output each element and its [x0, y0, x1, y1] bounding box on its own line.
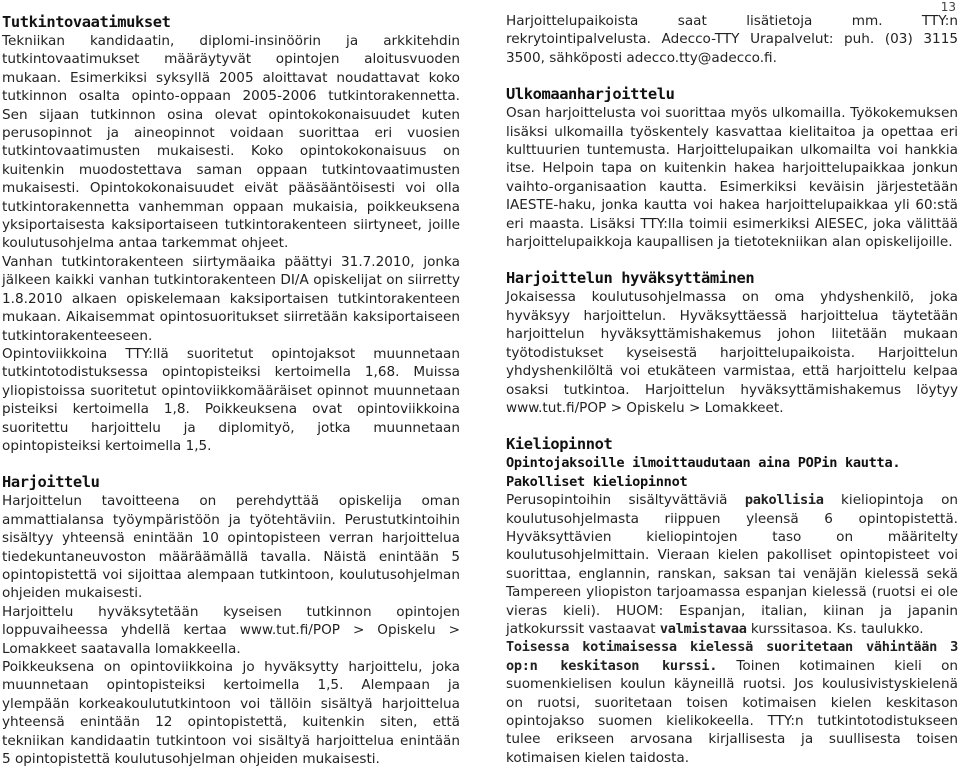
paragraph [506, 491, 958, 638]
heading-kieliopinnot: Kieliopinnot [506, 435, 613, 454]
text-run: Toinen kotimainen kieli on suomenkielisen koulun käyneillä ruotsi. Jos koulusivistyskielenä on ruotsi, suoritetaan toisen kotimaisen kielen keskitason opintojakso suomen kielikokeella. TTY:n tutkintotodistukseen tulee erikseen arvosana kirjallisesta ja suullisesta toisen kotimaisen kielen taidosta. [506, 657, 958, 766]
heading-ulkomaanharjoittelu: Ulkomaanharjoittelu [506, 85, 675, 104]
left-column [2, 12, 460, 768]
text-run: Perusopintoihin sisältyvättäviä [506, 492, 745, 509]
emphasis-valmistavaa: valmistavaa [659, 620, 747, 637]
heading-harjoittelun-hyvaksyttaminen: Harjoittelun hyväksyttäminen [506, 269, 755, 288]
paragraph: Poikkeuksena on opintoviikkoina jo hyväksytty harjoittelu, joka muunnetaan opintopisteiksi kertoimella 1,5. Alempaan ja ylempään korkeakoulututkintoon voi tällöin sisältyä harjoittelua yhteensä enintään 12 opintopistettä, kuitenkin siten, että tekniikan kandidaatin tutkintoon voi sisältyä harjoittelua enintään 5 opintopistettä koulutusohjelman ohjeiden mukaisesti. [2, 659, 460, 768]
paragraph: Harjoittelun tavoitteena on perehdyttää opiskelija oman ammattialansa työympäristöön ja työtehtäviin. Perustutkintoihin sisältyy yhteensä enintään 10 opintopisteen verran harjoittelua tiedekuntaneuvoston määräämällä tavalla. Näistä enintään 5 opintopistettä voi sijoittaa alempaan tutkintoon, koulutusohjelman ohjeiden mukaisesti. [2, 493, 460, 602]
emphasis-pakollisia: pakollisia [744, 492, 824, 509]
paragraph: Tekniikan kandidaatin, diplomi-insinöörin ja arkkitehdin tutkintovaatimukset määräytyvät opintojen aloitusvuoden mukaan. Esimerkiksi syksyllä 2005 aloittavat noudattavat koko tutkinnon osalta opinto-oppaan 2005-2006 tutkintorakennetta. Sen sijaan tutkinnon osina olevat opintokokonaisuudet kuten perusopinnot ja aineopinnot voidaan suorittaa eri vuosien tutkintovaatimusten mukaisesti. Koko opintokokonaisuus on kuitenkin muodostettava saman oppaan tutkintovaatimusten mukaisesti. Opintokokonaisuudet eivät pääsääntöisesti voi olla tutkintorakennetta vanhemman oppaan mukaisia, poikkeuksena yksiportaisesta kaksiportaiseen tutkintorakenteen siirtyneet, joille koulutusohjelma antaa tarkemmat ohjeet. [2, 33, 460, 252]
subheading-pakolliset-kieliopinnot: Pakolliset kieliopinnot [506, 473, 688, 490]
paragraph: Jokaisessa koulutusohjelmassa on oma yhdyshenkilö, joka hyväksyy harjoittelun. Hyväksyttäessä harjoittelua täytetään harjoittelun hyväksyttämishakemus johon liitetään mukaan työtodistukset kyseisestä harjoittelupaikoista. Harjoittelun yhdyshenkilöltä voi etukäteen varmistaa, että harjoittelu kelpaa osaksi tutkintoa. Harjoittelun hyväksyttämishakemus löytyy www.tut.fi/POP > Opiskelu > Lomakkeet. [506, 289, 958, 416]
paragraph: Opintoviikkoina TTY:llä suoritetut opintojaksot muunnetaan tutkintotodistuksessa opintopisteiksi kertoimella 1,68. Muissa yliopistoissa suoritetut opintoviikkomääräiset opinnot muunnetaan pisteiksi kertoimella 1,8. Poikkeuksena ovat opintoviikkoina suoritettu harjoittelu ja diplomityö, jotka muunnetaan opintopisteiksi kertoimella 1,5. [2, 345, 460, 454]
heading-tutkintovaatimukset: Tutkintovaatimukset [2, 13, 171, 31]
paragraph: Vanhan tutkintorakenteen siirtymäaika päättyi 31.7.2010, jonka jälkeen kaikki vanhan tutkintorakenteen DI/A opiskelijat on siirretty 1.8.2010 alkaen opiskelemaan kaksiportaisen tutkintorakenteen mukaan. Aikaisemmat opintosuoritukset siirretään kaksiportaiseen tutkintorakenteeseen. [2, 253, 460, 344]
subheading-popin-kautta: Opintojaksoille ilmoittaudutaan aina POPin kautta. [506, 455, 901, 472]
text-run: kieliopintoja on koulutusohjelmasta riippuen yleensä 6 opintopistettä. Hyväksyttävien kieliopintojen taso on määritelty koulutusohjelmittain. Vieraan kielen pakolliset opintopisteet voi suorittaa, englannin, ranskan, saksan tai venäjän kielessä sekä Tampereen yliopiston tarjoamassa espanjan kielessä (ruotsi ei ole vieras kieli). HUOM: Espanjan, italian, kiinan ja japanin jatkokurssit vastaavat [506, 492, 959, 637]
paragraph: Harjoittelu hyväksytetään kyseisen tutkinnon opintojen loppuvaiheessa yhdellä kertaa www.tut.fi/POP > Opiskelu > Lomakkeet saatavalla lomakkeella. [2, 603, 460, 657]
paragraph: Harjoittelupaikoista saat lisätietoja mm. TTY:n rekrytointipalvelusta. Adecco-TTY Urapalvelut: puh. (03) 3115 3500, sähköposti adecco.tty@adecco.fi. [506, 13, 958, 66]
page-number: 13 [940, 0, 956, 14]
right-column [506, 12, 958, 767]
paragraph [506, 638, 958, 767]
emphasis-toinen-kotimainen: Toisessa kotimaisessa kielessä suoritetaan vähintään 3 op:n keskitason kurssi. [506, 639, 958, 674]
paragraph: Osan harjoittelusta voi suorittaa myös ulkomailla. Työkokemuksen lisäksi ulkomailla työskentely kasvattaa kielitaitoa ja opettaa eri kulttuurien tuntemusta. Harjoittelupaikan ulkomailta voi hankkia itse. Helpoin tapa on kuitenkin hakea harjoittelupaikkaa jonkun vaihto-organisaation kautta. Esimerkiksi keväisin järjestetään IAESTE-haku, jonka kautta voi hakea harjoittelupaikkaa yli 60:stä eri maasta. Lisäksi TTY:lla toimii esimerkiksi AIESEC, joka välittää harjoittelupaikkoja kaupallisen ja tietotekniikan alan opiskelijoille. [506, 105, 958, 251]
text-run: kurssitasoa. Ks. taulukko. [746, 620, 924, 637]
heading-harjoittelu: Harjoittelu [2, 473, 100, 492]
